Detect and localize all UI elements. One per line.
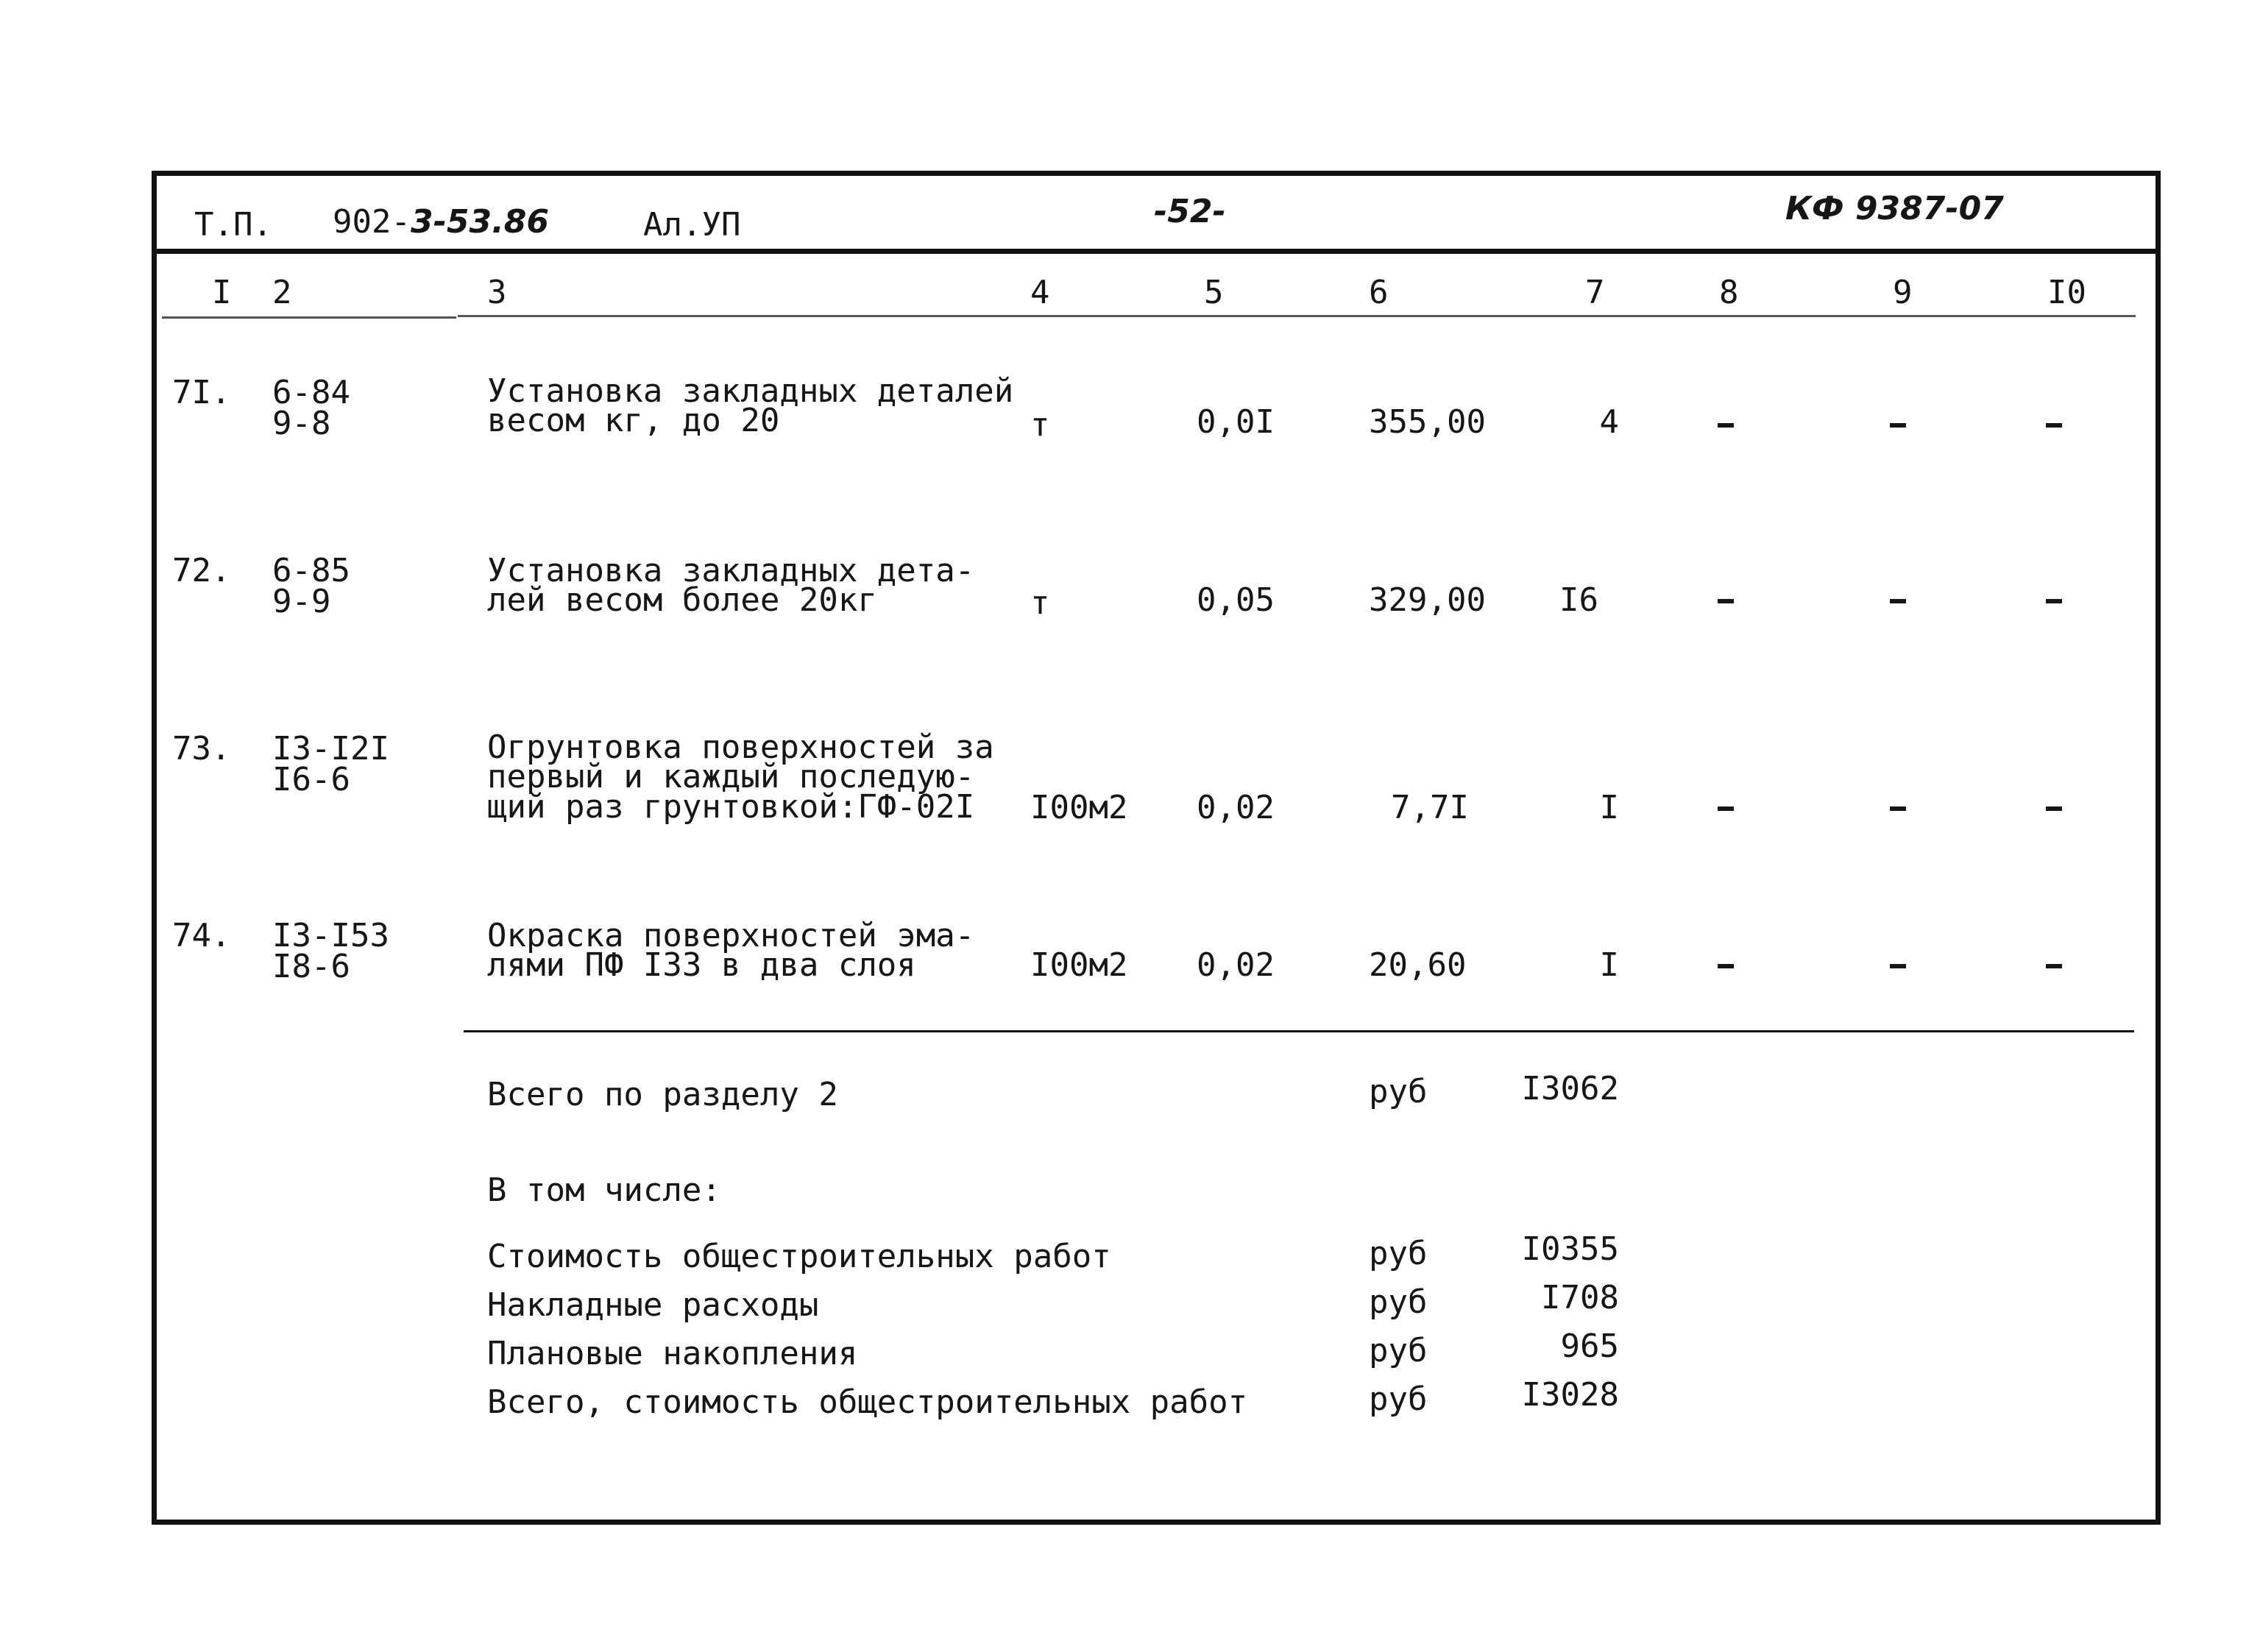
summary-item-unit: руб bbox=[1369, 1283, 1428, 1321]
project-handwritten: 3-53.86 bbox=[410, 203, 550, 241]
row-number: 73. bbox=[172, 730, 231, 767]
row-description: Огрунтовка поверхностей за первый и каждый последую- щий раз грунтовкой:ГФ-02I bbox=[487, 728, 994, 826]
row-code-top: 6-84 bbox=[272, 374, 350, 411]
summary-total-unit: руб bbox=[1369, 1073, 1428, 1110]
row-code-bottom: I6-6 bbox=[272, 761, 350, 798]
row-col8-dash bbox=[1718, 806, 1734, 811]
column-header-rule-left bbox=[162, 316, 456, 319]
project-prefix: 902- bbox=[333, 203, 411, 241]
summary-total-value: I3062 bbox=[1521, 1070, 1619, 1107]
row-col10-dash bbox=[2046, 806, 2062, 811]
summary-item-unit: руб bbox=[1369, 1235, 1428, 1272]
page-number: -52- bbox=[1154, 193, 1226, 230]
tp-label: Т.П. bbox=[194, 206, 272, 244]
summary-item-value: I0355 bbox=[1521, 1230, 1619, 1268]
col-header-8: 8 bbox=[1719, 274, 1739, 311]
row-price: 20,60 bbox=[1369, 946, 1467, 984]
summary-total-label: Всего по разделу 2 bbox=[487, 1076, 838, 1113]
summary-item-value: I708 bbox=[1541, 1279, 1619, 1316]
summary-item-label: Стоимость общестроительных работ bbox=[487, 1238, 1111, 1275]
row-quantity: 0,02 bbox=[1197, 789, 1275, 826]
col-header-10: I0 bbox=[2047, 274, 2086, 311]
row-price: 355,00 bbox=[1369, 403, 1486, 441]
row-col8-dash bbox=[1718, 964, 1734, 968]
col-header-9: 9 bbox=[1893, 274, 1913, 311]
project-number bbox=[333, 203, 550, 241]
row-unit: I00м2 bbox=[1030, 946, 1128, 984]
row-code-bottom: I8-6 bbox=[272, 948, 350, 985]
column-header-rule bbox=[458, 315, 2136, 317]
row-col9-dash bbox=[1890, 806, 1906, 811]
row-total: I bbox=[1599, 789, 1619, 826]
row-unit: т bbox=[1030, 584, 1050, 622]
row-number: 72. bbox=[172, 552, 231, 589]
row-quantity: 0,0I bbox=[1197, 403, 1275, 441]
summary-item-label: Всего, стоимость общестроительных работ bbox=[487, 1383, 1248, 1421]
col-header-6: 6 bbox=[1369, 274, 1389, 311]
row-total: I bbox=[1599, 946, 1619, 984]
col-header-5: 5 bbox=[1204, 274, 1224, 311]
summary-rule bbox=[464, 1030, 2134, 1032]
row-col8-dash bbox=[1718, 423, 1734, 428]
col-header-1: I bbox=[212, 274, 232, 311]
row-col9-dash bbox=[1890, 599, 1906, 603]
summary-item-value: 965 bbox=[1560, 1327, 1619, 1365]
col-header-3: 3 bbox=[487, 274, 507, 311]
page-frame bbox=[152, 171, 2161, 1525]
row-col8-dash bbox=[1718, 599, 1734, 603]
row-description: Окраска поверхностей эма- лями ПФ I33 в два слоя bbox=[487, 917, 975, 985]
album-label: Ал.УП bbox=[643, 206, 741, 244]
row-col9-dash bbox=[1890, 964, 1906, 968]
row-col10-dash bbox=[2046, 964, 2062, 968]
row-col10-dash bbox=[2046, 599, 2062, 603]
row-unit: I00м2 bbox=[1030, 789, 1128, 826]
summary-item-value: I3028 bbox=[1521, 1376, 1619, 1414]
summary-item-label: Плановые накопления bbox=[487, 1335, 858, 1372]
row-description: Установка закладных деталей весом кг, до 20 bbox=[487, 372, 1014, 440]
row-code-top: 6-85 bbox=[272, 552, 350, 589]
col-header-2: 2 bbox=[272, 274, 292, 311]
row-number: 7I. bbox=[172, 374, 231, 411]
row-code-top: I3-I53 bbox=[272, 917, 389, 954]
summary-item-unit: руб bbox=[1369, 1380, 1428, 1418]
summary-item-unit: руб bbox=[1369, 1332, 1428, 1369]
col-header-7: 7 bbox=[1585, 274, 1605, 311]
row-code-top: I3-I2I bbox=[272, 730, 389, 767]
row-quantity: 0,02 bbox=[1197, 946, 1275, 984]
header-rule bbox=[152, 249, 2161, 254]
row-number: 74. bbox=[172, 917, 231, 954]
doc-code: КФ 9387-07 bbox=[1785, 190, 2004, 227]
row-description: Установка закладных дета- лей весом более 20кг bbox=[487, 552, 975, 620]
row-code-bottom: 9-9 bbox=[272, 583, 331, 620]
row-code-bottom: 9-8 bbox=[272, 405, 331, 442]
row-price: 7,7I bbox=[1391, 789, 1469, 826]
row-col9-dash bbox=[1890, 423, 1906, 428]
summary-item-label: Накладные расходы bbox=[487, 1286, 819, 1324]
row-total: 4 bbox=[1599, 403, 1619, 441]
col-header-4: 4 bbox=[1030, 274, 1050, 311]
including-label: В том числе: bbox=[487, 1171, 721, 1209]
row-quantity: 0,05 bbox=[1197, 581, 1275, 619]
row-col10-dash bbox=[2046, 423, 2062, 428]
row-unit: т bbox=[1030, 406, 1050, 444]
row-total: I6 bbox=[1559, 581, 1598, 619]
row-price: 329,00 bbox=[1369, 581, 1486, 619]
